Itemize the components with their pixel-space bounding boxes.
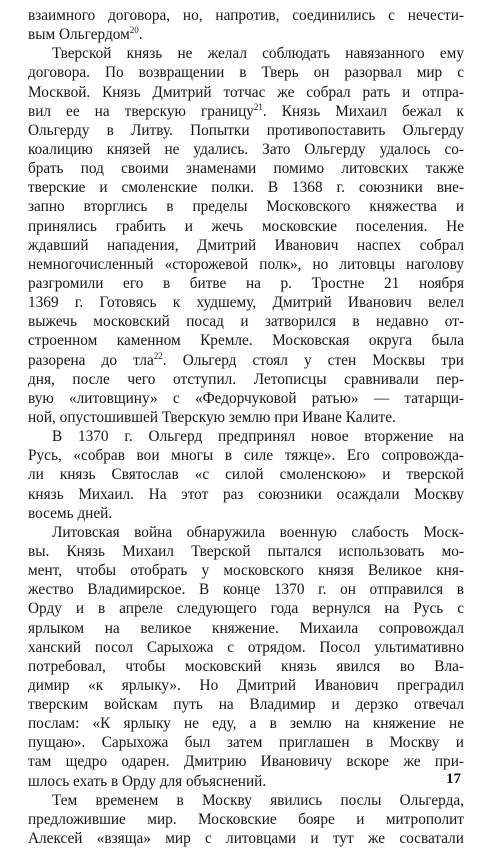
text-line: тверским войскам путь на Владимир и дерзко отвечал bbox=[28, 696, 464, 714]
text-line: ханский посол Сарыхожа с отрядом. Посол ультимативно bbox=[28, 638, 464, 656]
text-line: 1369 г. Готовясь к худшему, Дмитрий Иванович велел bbox=[28, 294, 464, 312]
text-line: выжечь московский посад и затворился в недавно от- bbox=[28, 313, 464, 331]
page-text bbox=[28, 6, 464, 848]
text-line: разгромили его в битве на р. Тростне 21 ноября bbox=[28, 274, 464, 292]
text-line: строенном каменном Кремле. Московская округа была bbox=[28, 332, 464, 350]
text-line: немногочисленный «сторожевой полк», но литовцы наголову bbox=[28, 255, 464, 273]
text-line: Тем временем в Москву явились послы Ольгерда, bbox=[52, 791, 464, 809]
text-line: потребовал, чтобы московский князь явился во Вла- bbox=[28, 657, 464, 675]
text-line: брать под своими знаменами помимо литовских также bbox=[28, 160, 464, 178]
footnote-ref: 21 bbox=[253, 101, 263, 112]
text-line: жество Владимирское. В конце 1370 г. он отправился в bbox=[28, 581, 464, 599]
text-line: ярлыком на великое княжение. Михаила сопровождал bbox=[28, 619, 464, 637]
footnote-ref: 20 bbox=[129, 25, 139, 36]
text-line: вил ее на тверскую границу$^{21}$. Князь Михаил бежал к bbox=[28, 101, 464, 120]
text-line: послам: «К ярлыку не еду, а в землю на княжение не bbox=[28, 715, 464, 733]
text-line: вым Ольгердом$^{20}$. bbox=[28, 25, 143, 44]
text-line: разорена до тла$^{22}$. Ольгерд стоял у стен Москвы три bbox=[28, 350, 464, 369]
text-line: Алексей «взяща» мир с литовцами и тут же сосватали bbox=[28, 830, 464, 848]
text-line: вы. Князь Михаил Тверской пытался использовать мо- bbox=[28, 542, 464, 560]
text-line: мент, чтобы отобрать у московского князя Великое кня- bbox=[28, 562, 464, 580]
text-line: князь Михаил. На этот раз союзники осаждали Москву bbox=[28, 485, 464, 503]
text-line: Литовская война обнаружила военную слабость Моск- bbox=[52, 523, 464, 541]
text-line: Орду и в апреле следующего года вернулся на Русь с bbox=[28, 600, 464, 618]
footnote-ref: 22 bbox=[153, 350, 163, 361]
text-line: взаимного договора, но, напротив, соединились с нечести- bbox=[28, 7, 464, 24]
page-number: 17 bbox=[446, 771, 461, 787]
text-line: восемь дней. bbox=[28, 504, 113, 522]
text-line: Ольгерду в Литву. Попытки противопоставить Ольгерду bbox=[28, 121, 464, 139]
text-line: вую «литовщину» с «Федорчуковой ратью» — татарщи- bbox=[28, 389, 464, 407]
text-line: шлось ехать в Орду для объяснений. bbox=[28, 772, 267, 790]
text-line: принялись грабить и жечь московские поселения. Не bbox=[28, 217, 464, 235]
text-line: пущаю». Сарыхожа был затем приглашен в Москву и bbox=[28, 734, 464, 752]
text-line: предложившие мир. Московские бояре и митрополит bbox=[28, 810, 464, 828]
text-line: коалицию князей не удались. Зато Ольгерду удалось со- bbox=[28, 140, 464, 158]
text-line: В 1370 г. Ольгерд предпринял новое вторжение на bbox=[52, 428, 464, 446]
text-line: Москвой. Князь Дмитрий тотчас же собрал рать и отпра- bbox=[28, 83, 464, 101]
text-line: там щедро одарен. Дмитрию Ивановичу вскоре же при- bbox=[28, 753, 464, 771]
text-line: димир «к ярлыку». Но Дмитрий Иванович преградил bbox=[28, 676, 464, 694]
text-line: запно вторглись в пределы Московского княжества и bbox=[28, 198, 464, 216]
text-line: ждавший нападения, Дмитрий Иванович наспех собрал bbox=[28, 236, 464, 254]
text-line: ной, опустошившей Тверскую землю при Иване Калите. bbox=[28, 408, 396, 426]
text-line: дня, после чего отступил. Летописцы сравнивали пер- bbox=[28, 370, 464, 388]
text-line: ли князь Святослав «с силой смоленскою» и тверской bbox=[28, 466, 464, 484]
text-line: тверские и смоленские полки. В 1368 г. союзники вне- bbox=[28, 179, 464, 197]
text-line: Тверской князь не желал соблюдать навязанного ему bbox=[52, 45, 464, 63]
text-line: договора. По возвращении в Тверь он разорвал мир с bbox=[28, 64, 464, 82]
text-line: Русь, «собрав вои многы в силе тяжце». Его сопровожда- bbox=[28, 447, 464, 465]
